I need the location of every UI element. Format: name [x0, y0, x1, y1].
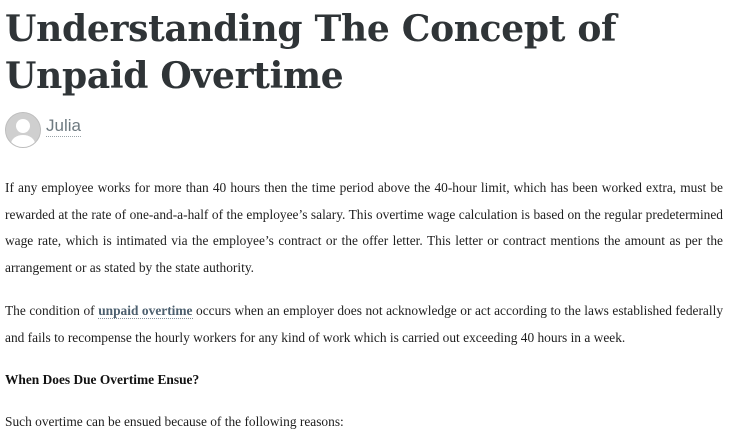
- default-user-avatar-icon[interactable]: [5, 112, 41, 148]
- article-title: Understanding The Concept of Unpaid Overtime: [5, 8, 617, 97]
- section-subheading: When Does Due Overtime Ensue?: [5, 372, 200, 387]
- article: [5, 0, 723, 436]
- paragraph-intro: If any employee works for more than 40 hours then the time period above the 40-hour limit, which has been worked extra, must be rewarded at the rate of one-and-a-half of the employee’s salary. This overtime wage calculation is based on the regular predetermined wage rate, which is intimated via the employee’s contract or the offer letter. This letter or contract mentions the amount as per the arrangement or as stated by the state authority.: [5, 180, 723, 275]
- paragraph-unpaid-overtime: [5, 298, 723, 351]
- unpaid-overtime-link[interactable]: unpaid overtime: [98, 303, 193, 318]
- author-link[interactable]: Julia: [46, 115, 81, 135]
- paragraph-text-after-link: occurs when an employer does not acknowledge or act according to the laws established federally and fails to recompense the hourly workers for any kind of work which is carried out exceeding 40 hours in a week.: [5, 303, 724, 345]
- author-byline: [5, 111, 723, 149]
- paragraph-reasons-intro: Such overtime can be ensued because of the following reasons:: [5, 414, 344, 429]
- paragraph-text-before-link: The condition of: [5, 303, 99, 318]
